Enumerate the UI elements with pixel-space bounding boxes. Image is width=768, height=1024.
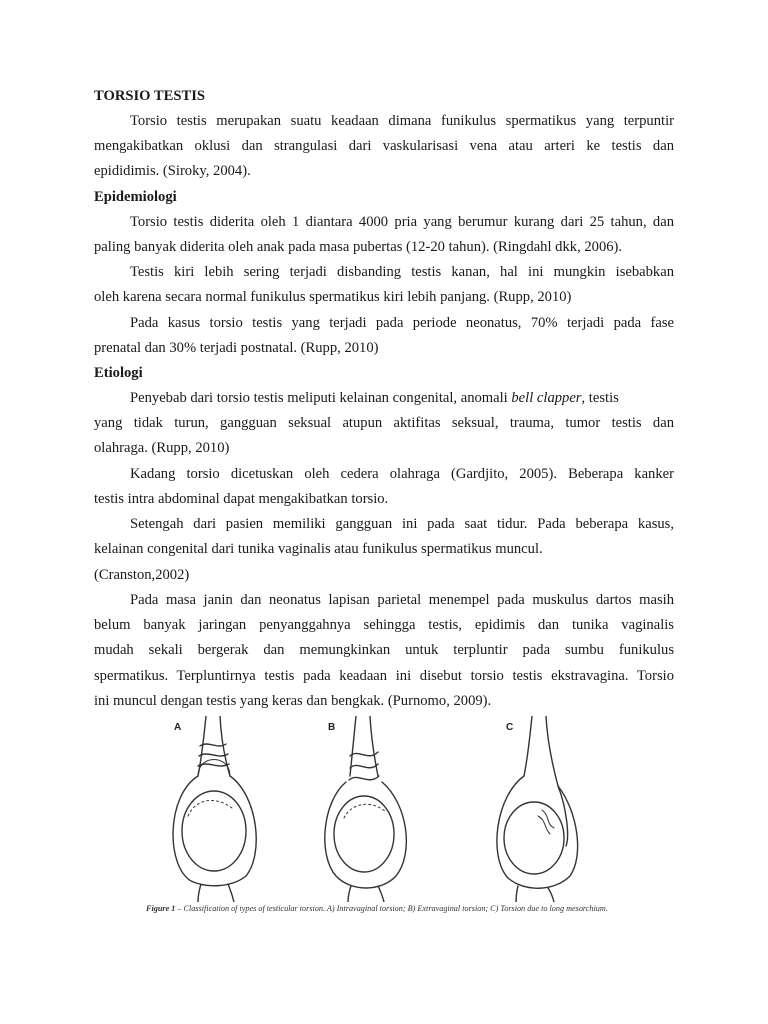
paragraph-line: ini muncul dengan testis yang keras dan bengkak. (Purnomo, 2009). — [94, 693, 492, 709]
paragraph-line: Pada masa janin dan neonatus lapisan parietal menempel pada muskulus dartos masih — [130, 592, 674, 608]
paragraph-line: Setengah dari pasien memiliki gangguan ini pada saat tidur. Pada beberapa kasus, — [130, 516, 674, 532]
paragraph-line: Testis kiri lebih sering terjadi disbanding testis kanan, hal ini mungkin isebabkan — [130, 264, 674, 280]
paragraph-line: olahraga. (Rupp, 2010) — [94, 440, 230, 456]
paragraph-line: prenatal dan 30% terjadi postnatal. (Rupp, 2010) — [94, 340, 379, 356]
paragraph-line: mengakibatkan oklusi dan strangulasi dari vaskularisasi vena atau arteri ke testis dan — [94, 138, 674, 154]
caption-label: Figure 1 — [146, 904, 176, 913]
panel-label-a: A — [174, 722, 182, 733]
section-heading-epidemiologi: Epidemiologi — [94, 189, 177, 205]
section-heading-etiologi: Etiologi — [94, 365, 143, 381]
torsion-figure — [146, 716, 622, 934]
paragraph-line: testis intra abdominal dapat mengakibatkan torsio. — [94, 491, 389, 507]
testis-drawing-a — [173, 716, 256, 902]
paragraph-line: belum banyak jaringan penyanggahnya sehingga testis, epidimis dan tunika vaginalis — [94, 617, 674, 633]
text-run: , testis — [581, 390, 619, 406]
paragraph-line: Torsio testis merupakan suatu keadaan dimana funikulus spermatikus yang terpuntir — [130, 113, 674, 129]
text-run: Penyebab dari torsio testis meliputi kelainan congenital, anomali — [130, 390, 512, 406]
page-title: TORSIO TESTIS — [94, 88, 206, 104]
paragraph-line: Kadang torsio dicetuskan oleh cedera olahraga (Gardjito, 2005). Beberapa kanker — [130, 466, 674, 482]
paragraph-line: kelainan congenital dari tunika vaginalis atau funikulus spermatikus muncul. — [94, 541, 543, 557]
paragraph-line: Torsio testis diderita oleh 1 diantara 4000 pria yang berumur kurang dari 25 tahun, dan — [130, 214, 674, 230]
paragraph-line: Pada kasus torsio testis yang terjadi pada periode neonatus, 70% terjadi pada fase — [130, 315, 674, 331]
testis-drawing-c — [497, 716, 578, 902]
paragraph-line — [130, 389, 674, 407]
caption-text: – Classification of types of testicular torsion. A) Intravaginal torsion; B) Extravaginal torsion; C) Torsion due to long mesorchium. — [175, 904, 608, 913]
paragraph-line: spermatikus. Terpluntirnya testis pada keadaan ini disebut torsio testis ekstravagina. Torsio — [94, 668, 674, 684]
panel-label-b: B — [328, 722, 336, 733]
panel-label-c: C — [506, 722, 514, 733]
paragraph-line: paling banyak diderita oleh anak pada masa pubertas (12-20 tahun). (Ringdahl dkk, 2006). — [94, 239, 623, 255]
paragraph-line: mudah sekali bergerak dan memungkinkan untuk terpluntir pada sumbu funikulus — [94, 642, 674, 658]
emphasis-text: bell clapper — [511, 390, 582, 406]
paragraph-line: oleh karena secara normal funikulus spermatikus kiri lebih panjang. (Rupp, 2010) — [94, 289, 572, 305]
testis-drawing-b — [325, 716, 407, 902]
torsion-illustration — [146, 716, 622, 902]
figure-caption — [146, 904, 622, 914]
paragraph-line: epididimis. (Siroky, 2004). — [94, 163, 251, 179]
paragraph-line: yang tidak turun, gangguan seksual atupun aktifitas seksual, trauma, tumor testis dan — [94, 415, 674, 431]
paragraph-line: (Cranston,2002) — [94, 567, 190, 583]
